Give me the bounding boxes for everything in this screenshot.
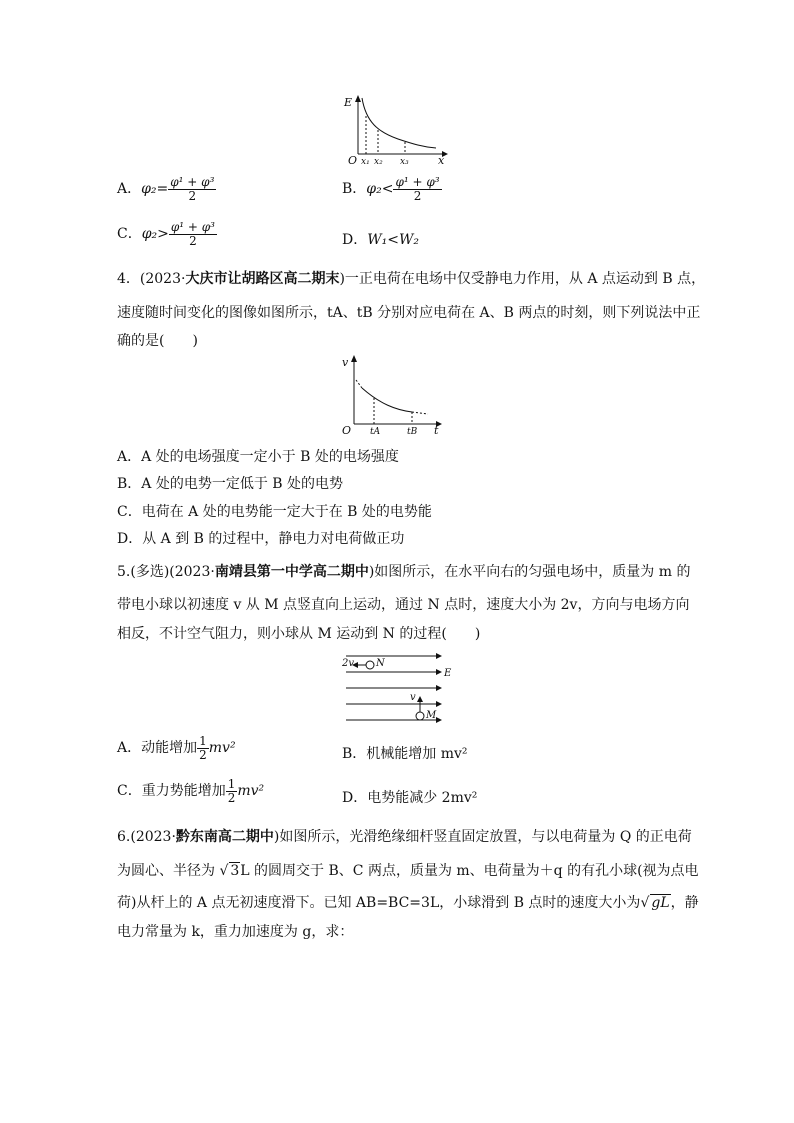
tick-x2: x₂ xyxy=(374,157,383,167)
q5-option-a: A．动能增加 $\frac{1}{2}$ mv² xyxy=(117,734,236,762)
q3-option-b: B．φ₂< $\frac{\text{φ¹ + φ³}}{2}$ xyxy=(342,175,440,203)
q6-stem-line2: 为圆心、半径为 √ 3L 的圆周交于 B、C 两点，质量为 m、电荷量为＋q 的有孔小球(视为点电 xyxy=(117,863,699,879)
tick-x3: x₃ xyxy=(400,157,409,167)
q4-option-c: C．电荷在 A 处的电势能一定大于在 B 处的电势能 xyxy=(117,504,432,520)
q3-option-d: D．W₁<W₂ xyxy=(342,232,419,248)
q5-stem-line3: 相反，不计空气阻力，则小球从 M 运动到 N 的过程( ) xyxy=(117,626,481,642)
q5-stem-line2: 带电小球以初速度 v 从 M 点竖直向上运动，通过 N 点时，速度大小为 2v，方向与电场方向 xyxy=(117,597,690,613)
q4-stem-line2: 速度随时间变化的图像如图所示，tA、tB 分别对应电荷在 A、B 两点的时刻，则下列说法中正 xyxy=(117,305,701,321)
tick-tb: tB xyxy=(407,427,418,437)
q4-stem-line1: 4．(2023·大庆市让胡路区高二期末)一正电荷在电场中仅受静电力作用，从 A 点运动到 B 点， xyxy=(117,271,706,287)
e-x-graph xyxy=(338,92,458,168)
q5-option-b: B．机械能增加 mv² xyxy=(342,746,468,762)
v-t-graph xyxy=(340,352,450,438)
electric-field-diagram xyxy=(340,650,458,726)
tick-ta: tA xyxy=(370,427,381,437)
q5-stem-line1: 5.(多选)(2023·南靖县第一中学高二期中)如图所示，在水平向右的匀强电场中，质量为 m 的 xyxy=(117,564,691,580)
q6-stem-line1: 6.(2023·黔东南高二期中)如图所示，光滑绝缘细杆竖直固定放置，与以电荷量为 Q 的正电荷 xyxy=(117,829,692,845)
e-axis-label: E xyxy=(344,96,353,109)
vt-origin-label: O xyxy=(342,424,352,437)
tick-x1: x₁ xyxy=(361,157,370,167)
q5-option-c: C．重力势能增加 $\frac{1}{2}$ mv² xyxy=(117,777,265,805)
q5-option-d: D．电势能减少 2mv² xyxy=(342,790,478,806)
origin-label: O xyxy=(348,154,358,167)
q4-option-b: B．A 处的电势一定低于 B 处的电势 xyxy=(117,476,344,492)
q6-stem-line4: 电力常量为 k，重力加速度为 g，求： xyxy=(117,924,354,940)
label-n: N xyxy=(376,658,385,669)
label-v: v xyxy=(410,692,416,703)
x-axis-label: x xyxy=(438,154,445,167)
label-e: E xyxy=(444,668,452,679)
q4-stem-line3: 确的是( ) xyxy=(117,333,198,349)
q4-option-d: D．从 A 到 B 的过程中，静电力对电荷做正功 xyxy=(117,531,405,547)
t-axis-label: t xyxy=(434,424,439,437)
q4-option-a: A．A 处的电场强度一定小于 B 处的电场强度 xyxy=(117,449,399,465)
q3-option-c: C．φ₂> $\frac{\text{φ¹ + φ³}}{2}$ xyxy=(117,220,215,248)
v-axis-label: v xyxy=(342,356,349,369)
label-m: M xyxy=(426,710,437,721)
q3-option-a: A．φ₂= $\frac{\text{φ¹ + φ³}}{2}$ xyxy=(117,175,215,203)
label-2v: 2v xyxy=(342,658,355,669)
q6-stem-line3: 荷)从杆上的 A 点无初速度滑下。已知 AB=BC=3L，小球滑到 B 点时的速度大小为√ gL，静 xyxy=(117,895,699,911)
